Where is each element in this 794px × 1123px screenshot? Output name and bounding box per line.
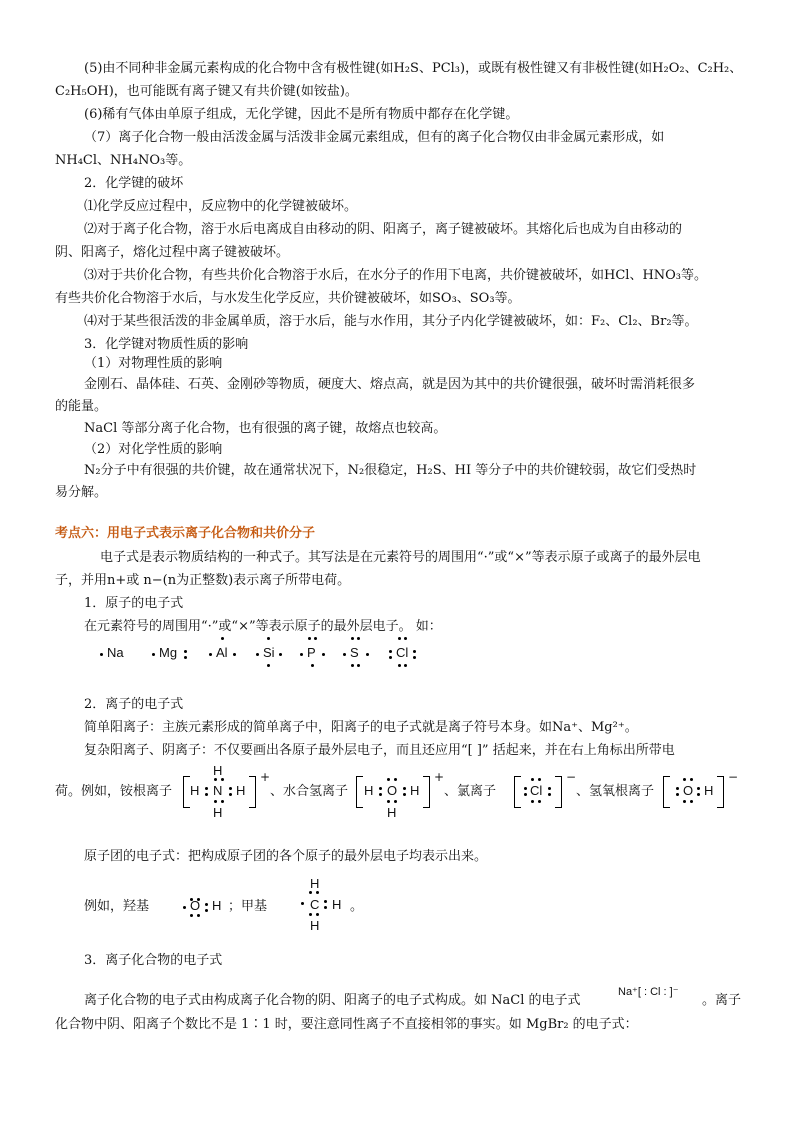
- text-line: （7）离子化合物一般由活泼金属与活泼非金属元素组成，但有的离子化合物仅由非金属元素形成，如: [84, 130, 665, 145]
- text-line: ⑷对于某些很活泼的非金属单质，溶于水后，能与水作用，其分子内化学键被破坏，如：F₂、Cl₂、Br₂等。: [84, 314, 698, 329]
- atom-symbol: H: [190, 783, 200, 798]
- atom-symbol: H: [236, 783, 246, 798]
- text-line: (6)稀有气体由单原子组成，无化学键，因此不是所有物质中都存在化学键。: [84, 107, 519, 122]
- text-line: C₂H₅OH)，也可能既有离子键又有共价键(如铵盐)。: [55, 84, 358, 99]
- section-title: 2．离子的电子式: [84, 697, 184, 712]
- atom-symbol: P: [307, 645, 316, 660]
- subsection-title: （1）对物理性质的影响: [84, 356, 223, 371]
- atom-symbol: S: [350, 645, 359, 660]
- atom-symbol: Cl: [396, 645, 409, 660]
- atom-symbol: H: [213, 805, 223, 820]
- text-line: 离子化合物的电子式由构成离子化合物的阴、阳离子的电子式构成。如 NaCl 的电子式: [84, 993, 581, 1008]
- atom-symbol: Na: [107, 645, 124, 660]
- text-line: 化合物中阴、阳离子个数比不是 1∶1 时，要注意同性离子不直接相邻的事实。如 MgBr₂ 的电子式：: [55, 1017, 638, 1032]
- atom-symbol: H: [704, 783, 714, 798]
- text-line: 、水合氢离子: [270, 784, 349, 799]
- atom-symbol: C: [310, 897, 320, 912]
- text-line: ⑶对于共价化合物，有些共价化合物溶于水后，在水分子的作用下电离，共价键被破坏，如HCl、HNO₃等。: [84, 268, 708, 283]
- text-line: ；甲基: [228, 899, 268, 914]
- atom-symbol: N: [213, 783, 223, 798]
- charge: +: [434, 770, 445, 784]
- text-line: 易分解。: [55, 485, 108, 500]
- atom-symbol: H: [212, 898, 222, 913]
- text-line: 荷。例如，铵根离子: [55, 784, 173, 799]
- atom-symbol: O: [190, 898, 201, 913]
- atom-symbol: Si: [263, 645, 275, 660]
- text-line: NaCl 等部分离子化合物，也有很强的离子键，故熔点也较高。: [84, 421, 447, 436]
- section-title: 3．离子化合物的电子式: [84, 953, 223, 968]
- atom-symbol: O: [683, 783, 694, 798]
- heading: 考点六：用电子式表示离子化合物和共价分子: [55, 526, 316, 541]
- atom-symbol: O: [387, 783, 398, 798]
- atom-symbol: H: [310, 918, 320, 933]
- text-line: NH₄Cl、NH₄NO₃等。: [55, 153, 192, 168]
- atom-symbol: Mg: [159, 645, 178, 660]
- text-line: 、氢氧根离子: [576, 784, 655, 799]
- text-line: 复杂阳离子、阴离子：不仅要画出各原子最外层电子，而且还应用“[ ]” 括起来，并在右上角标出所带电: [84, 743, 675, 758]
- section-title: 3．化学键对物质性质的影响: [84, 337, 249, 352]
- text-line: 原子团的电子式：把构成原子团的各个原子的最外层电子均表示出来。: [84, 849, 488, 864]
- text-line: 。: [350, 899, 364, 914]
- charge: +: [260, 770, 271, 784]
- subsection-title: （2）对化学性质的影响: [84, 442, 223, 457]
- nacl-electron-formula: Na⁺[ : Cl : ]⁻: [618, 986, 679, 998]
- text-line: 的能量。: [55, 399, 108, 414]
- text-line: (5)由不同种非金属元素构成的化合物中含有极性键(如H₂S、PCl₃)，或既有极性键又有非极性键(如H₂O₂、C₂H₂、: [84, 61, 743, 76]
- section-title: 2．化学键的破坏: [84, 176, 184, 191]
- atom-symbol: H: [213, 763, 223, 778]
- charge: −: [728, 770, 739, 784]
- text-line: 简单阳离子：主族元素形成的简单离子中，阳离子的电子式就是离子符号本身。如Na⁺、Mg²⁺。: [84, 720, 638, 735]
- text-line: 。离子: [702, 993, 742, 1008]
- text-line: 有些共价化合物溶于水后，与水发生化学反应，共价键被破坏，如SO₃、SO₃等。: [55, 291, 521, 306]
- text-line: ⑴化学反应过程中，反应物中的化学键被破坏。: [84, 199, 358, 214]
- atom-symbol: H: [364, 783, 374, 798]
- text-line: ⑵对于离子化合物，溶于水后电离成自由移动的阴、阳离子，离子键被破坏。其熔化后也成为自由移动的: [84, 222, 683, 237]
- atom-symbol: H: [332, 897, 342, 912]
- text-line: 例如，羟基: [84, 899, 150, 914]
- atom-symbol: Cl: [530, 783, 543, 798]
- atom-symbol: H: [410, 783, 420, 798]
- charge: −: [566, 770, 577, 784]
- text-line: 、氯离子: [444, 784, 497, 799]
- atom-symbol: Al: [216, 645, 228, 660]
- text-line: 电子式是表示物质结构的一种式子。其写法是在元素符号的周围用“·”或“×”等表示原子或离子的最外层电: [100, 550, 701, 565]
- atom-symbol: H: [387, 805, 397, 820]
- text-line: 阴、阳离子，熔化过程中离子键被破坏。: [55, 245, 290, 260]
- text-line: 子，并用n+或 n−(n为正整数)表示离子所带电荷。: [55, 573, 351, 588]
- atom-symbol: H: [310, 876, 320, 891]
- text-line: 在元素符号的周围用“·”或“×”等表示原子的最外层电子。 如：: [84, 619, 442, 634]
- section-title: 1．原子的电子式: [84, 596, 184, 611]
- text-line: 金刚石、晶体硅、石英、金刚砂等物质，硬度大、熔点高，就是因为其中的共价键很强，破坏时需消耗很多: [84, 377, 696, 392]
- text-line: N₂分子中有很强的共价键，故在通常状况下，N₂很稳定，H₂S、HI 等分子中的共价键较弱，故它们受热时: [84, 463, 697, 478]
